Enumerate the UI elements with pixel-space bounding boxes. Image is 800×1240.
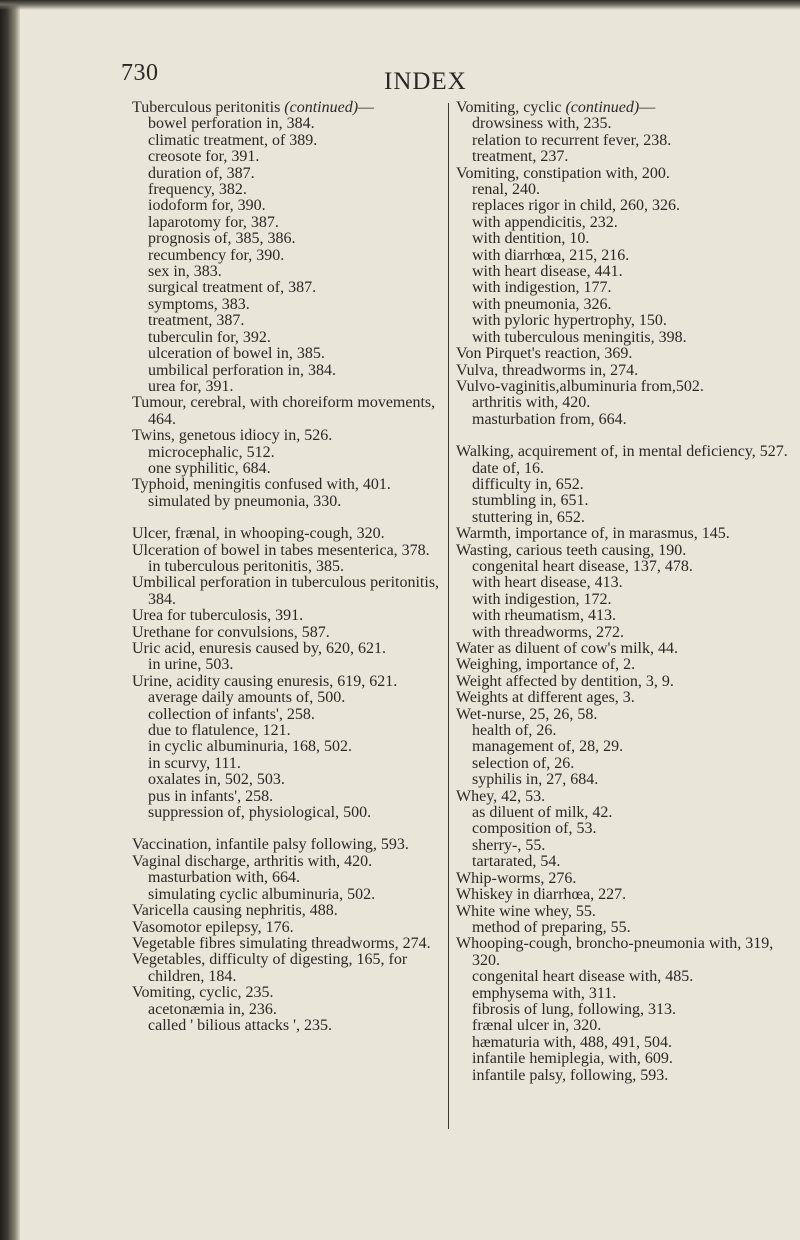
index-subentry: with dentition, 10. [472, 230, 590, 248]
index-entry: Whey, 42, 53. [456, 787, 546, 805]
index-subentry: hæmaturia with, 488, 491, 504. [472, 1033, 672, 1051]
index-subentry: emphysema with, 311. [472, 984, 617, 1002]
continued-marker: (continued) [284, 99, 359, 116]
index-subentry: masturbation with, 664. [148, 869, 300, 887]
index-subentry: ulceration of bowel in, 385. [148, 345, 325, 363]
index-subentry: with appendicitis, 232. [472, 213, 618, 231]
index-subentry: with heart disease, 413. [472, 574, 623, 592]
index-entry: Vasomotor epilepsy, 176. [132, 918, 294, 936]
index-entry: Ulcer, frænal, in whooping-cough, 320. [132, 525, 385, 543]
index-entry: Whooping-cough, broncho-pneumonia with, 319, 320. [456, 935, 774, 969]
index-subentry: frequency, 382. [148, 181, 247, 199]
index-subentry: iodoform for, 390. [148, 197, 266, 215]
entry-dash: — [639, 99, 656, 116]
index-entry: Water as diluent of cow's milk, 44. [456, 640, 678, 657]
index-entry [132, 100, 448, 116]
index-subentry: relation to recurrent fever, 238. [472, 131, 672, 149]
index-subentry: congenital heart disease, 137, 478. [472, 557, 693, 575]
index-subentry: collection of infants', 258. [148, 705, 315, 723]
index-entry: Vegetable fibres simulating threadworms, 274. [132, 934, 431, 952]
index-subentry: recumbency for, 390. [148, 246, 285, 264]
index-entry: Whip-worms, 276. [456, 869, 577, 887]
index-subentry: pus in infants', 258. [148, 787, 274, 805]
index-subentry: congenital heart disease with, 485. [472, 968, 694, 986]
index-subentry: renal, 240. [472, 181, 540, 199]
index-entry: Vaginal discharge, arthritis with, 420. [132, 852, 373, 870]
index-entry: Vulvo-vaginitis,albuminuria from,502. [456, 377, 704, 395]
index-subentry: fibrosis of lung, following, 313. [472, 1000, 676, 1018]
page-binding-shadow [0, 0, 20, 1240]
running-head: INDEX [384, 68, 467, 95]
index-subentry: oxalates in, 502, 503. [148, 771, 285, 789]
index-entry: Weight affected by dentition, 3, 9. [456, 672, 674, 690]
index-column-right [456, 100, 796, 1084]
index-entry: Varicella causing nephritis, 488. [132, 902, 338, 920]
index-subentry: frænal ulcer in, 320. [472, 1017, 602, 1035]
index-entry: Wasting, carious teeth causing, 190. [456, 541, 687, 559]
index-entry [456, 100, 796, 116]
index-subentry: simulating cyclic albuminuria, 502. [148, 885, 376, 903]
page-top-shadow [0, 0, 800, 10]
index-subentry: symptoms, 383. [148, 295, 250, 313]
index-entry: Whiskey in diarrhœa, 227. [456, 886, 627, 904]
index-subentry: surgical treatment of, 387. [148, 279, 317, 297]
index-subentry: selection of, 26. [472, 754, 575, 772]
entry-heading-text: Vomiting, cyclic [456, 99, 566, 116]
index-entry: Vomiting, cyclic, 235. [132, 984, 274, 1002]
index-subentry: bowel perforation in, 384. [148, 115, 315, 133]
index-subentry: with diarrhœa, 215, 216. [472, 246, 630, 264]
index-subentry: in urine, 503. [148, 656, 234, 674]
index-subentry: simulated by pneumonia, 330. [148, 492, 342, 510]
index-subentry: acetonæmia in, 236. [148, 1000, 277, 1018]
index-subentry: with pneumonia, 326. [472, 295, 612, 313]
index-subentry: stumbling in, 651. [472, 492, 589, 510]
entry-group-gap [132, 821, 448, 837]
index-subentry: with rheumatism, 413. [472, 607, 616, 625]
index-subentry: stuttering in, 652. [472, 508, 585, 526]
index-subentry: in tuberculous peritonitis, 385. [148, 557, 344, 575]
index-subentry: climatic treatment, of 389. [148, 131, 318, 149]
index-entry: Vaccination, infantile palsy following, 593. [132, 836, 409, 854]
index-subentry: due to flatulence, 121. [148, 722, 291, 740]
index-entry: Urea for tuberculosis, 391. [132, 607, 304, 625]
index-subentry: replaces rigor in child, 260, 326. [472, 197, 680, 215]
index-subentry: suppression of, physiological, 500. [148, 804, 372, 822]
index-subentry: sex in, 383. [148, 263, 222, 281]
index-subentry: duration of, 387. [148, 164, 255, 182]
index-entry: Urethane for convulsions, 587. [132, 623, 330, 641]
index-subentry: laparotomy for, 387. [148, 213, 279, 231]
index-subentry: with pyloric hypertrophy, 150. [472, 312, 667, 330]
entry-group-gap [132, 510, 448, 526]
index-entry: Ulceration of bowel in tabes mesenterica, 378. [132, 541, 430, 559]
index-entry: Weighing, importance of, 2. [456, 656, 636, 674]
index-subentry: drowsiness with, 235. [472, 115, 612, 133]
index-subentry: method of preparing, 55. [472, 918, 631, 936]
index-subentry: in cyclic albuminuria, 168, 502. [148, 738, 352, 756]
entry-heading-text: Tuberculous peritonitis [132, 99, 285, 116]
index-subentry: management of, 28, 29. [472, 738, 624, 756]
index-subentry: in scurvy, 111. [148, 754, 241, 772]
index-entry: White wine whey, 55. [456, 902, 596, 920]
index-subentry: infantile hemiplegia, with, 609. [472, 1050, 673, 1068]
entry-group-gap [456, 428, 796, 444]
index-subentry: masturbation from, 664. [472, 410, 627, 428]
index-entry: Walking, acquirement of, in mental deficiency, 527. [456, 443, 788, 461]
index-subentry: with threadworms, 272. [472, 623, 624, 641]
index-subentry: syphilis in, 27, 684. [472, 771, 599, 789]
index-subentry: difficulty in, 652. [472, 475, 584, 493]
index-entry: Uric acid, enuresis caused by, 620, 621. [132, 640, 386, 657]
index-entry: Wet-nurse, 25, 26, 58. [456, 705, 598, 723]
index-entry: Vegetables, difficulty of digesting, 165, for children, 184. [132, 951, 408, 985]
index-subentry: arthritis with, 420. [472, 394, 591, 412]
index-entry: Warmth, importance of, in marasmus, 145. [456, 525, 730, 543]
index-subentry: infantile palsy, following, 593. [472, 1066, 669, 1084]
index-subentry: called ' bilious attacks ', 235. [148, 1016, 332, 1034]
index-subentry: with indigestion, 172. [472, 590, 612, 608]
index-subentry: date of, 16. [472, 459, 544, 477]
index-subentry: tuberculin for, 392. [148, 328, 271, 346]
index-subentry: with heart disease, 441. [472, 263, 623, 281]
index-subentry: as diluent of milk, 42. [472, 804, 613, 822]
index-subentry: creosote for, 391. [148, 148, 260, 166]
index-subentry: composition of, 53. [472, 820, 597, 838]
index-subentry: treatment, 237. [472, 148, 569, 166]
index-entry: Tumour, cerebral, with choreiform movements, 464. [132, 394, 436, 428]
continued-marker: (continued) [565, 99, 640, 116]
column-divider [448, 103, 449, 1129]
index-entry: Typhoid, meningitis confused with, 401. [132, 476, 391, 494]
index-subentry: average daily amounts of, 500. [148, 689, 346, 707]
index-subentry: sherry-, 55. [472, 836, 546, 854]
index-subentry: treatment, 387. [148, 312, 245, 330]
index-subentry: tartarated, 54. [472, 853, 561, 871]
index-column-left [132, 100, 448, 1034]
index-entry: Vomiting, constipation with, 200. [456, 164, 670, 182]
entry-dash: — [358, 99, 375, 116]
index-entry: Weights at different ages, 3. [456, 689, 635, 707]
index-entry: Von Pirquet's reaction, 369. [456, 345, 633, 363]
index-subentry: with indigestion, 177. [472, 279, 612, 297]
index-subentry: urea for, 391. [148, 377, 234, 395]
index-subentry: umbilical perforation in, 384. [148, 361, 336, 379]
index-subentry: microcephalic, 512. [148, 443, 275, 461]
index-subentry: prognosis of, 385, 386. [148, 230, 296, 248]
index-subentry: health of, 26. [472, 722, 557, 740]
index-entry: Umbilical perforation in tuberculous peritonitis, 384. [132, 574, 440, 608]
page-number: 730 [121, 60, 159, 86]
index-subentry: one syphilitic, 684. [148, 459, 271, 477]
index-subentry: with tuberculous meningitis, 398. [472, 328, 687, 346]
index-entry: Urine, acidity causing enuresis, 619, 621. [132, 672, 398, 690]
index-entry: Vulva, threadworms in, 274. [456, 361, 639, 379]
index-entry: Twins, genetous idiocy in, 526. [132, 427, 333, 445]
